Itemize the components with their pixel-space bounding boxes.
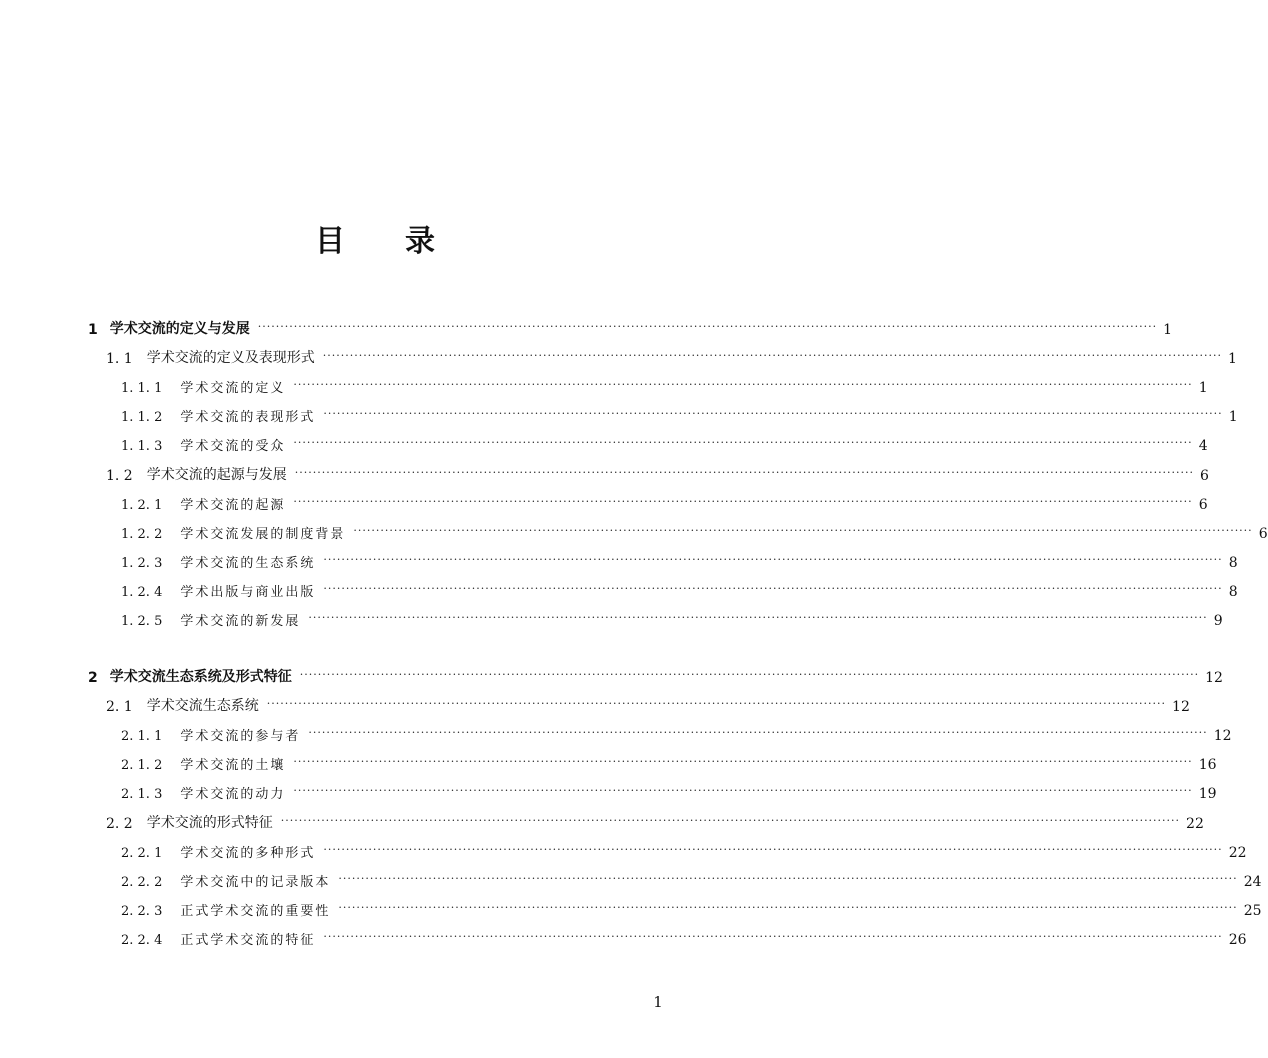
toc-entry-number: 2. 2. 4 bbox=[121, 933, 163, 948]
toc-entry-label: 学术交流中的记录版本 bbox=[180, 875, 331, 890]
toc-entry-page: 12 bbox=[1213, 728, 1232, 744]
toc-entry[interactable] bbox=[0, 893, 1262, 919]
toc-entry-page: 6 bbox=[1200, 468, 1209, 484]
toc-leader-dots: ········································································································································································································ bbox=[293, 784, 1193, 797]
toc-entry-label: 学术交流的受众 bbox=[180, 439, 286, 454]
toc-entry[interactable] bbox=[0, 516, 1268, 542]
toc-entry-label: 学术交流生态系统 bbox=[146, 698, 259, 714]
toc-entry-number: 1. 1 bbox=[106, 351, 133, 367]
page-number: 1 bbox=[653, 993, 663, 1011]
toc-entry-label: 学术交流的定义及表现形式 bbox=[146, 350, 315, 366]
toc-entry-number: 1. 1. 2 bbox=[121, 410, 163, 425]
toc-entry[interactable] bbox=[0, 864, 1262, 890]
toc-entry-label: 学术交流的起源与发展 bbox=[146, 467, 287, 483]
toc-entry-label: 学术交流的形式特征 bbox=[146, 815, 273, 831]
toc-entry-number: 2. 2. 2 bbox=[121, 875, 163, 890]
toc-leader-dots: ········································································································································································································ bbox=[293, 755, 1193, 768]
toc-entry[interactable] bbox=[0, 312, 1172, 338]
toc-entry-page: 24 bbox=[1243, 874, 1262, 890]
toc-entry-number: 2 bbox=[88, 670, 98, 686]
toc-leader-dots: ········································································································································································································ bbox=[293, 436, 1193, 449]
toc-leader-dots: ········································································································································································································ bbox=[257, 320, 1158, 333]
toc-entry-number: 2. 1. 1 bbox=[121, 729, 163, 744]
toc-entry-number: 1. 2. 3 bbox=[121, 556, 163, 571]
toc-entry-page: 26 bbox=[1228, 932, 1247, 948]
toc-entry-page: 6 bbox=[1198, 497, 1208, 513]
toc-entry[interactable] bbox=[0, 922, 1247, 948]
toc-entry-page: 16 bbox=[1198, 757, 1217, 773]
toc-leader-dots: ········································································································································································································ bbox=[338, 872, 1238, 885]
page-title: 目录 bbox=[315, 224, 495, 259]
toc-entry-page: 1 bbox=[1163, 322, 1172, 338]
toc-entry-page: 6 bbox=[1258, 526, 1268, 542]
toc-entry-page: 22 bbox=[1228, 845, 1247, 861]
toc-entry-number: 2. 2. 3 bbox=[121, 904, 163, 919]
toc-entry-label: 学术交流发展的制度背景 bbox=[180, 527, 346, 542]
toc-leader-dots: ········································································································································································································ bbox=[323, 843, 1223, 856]
toc-entry-label: 学术出版与商业出版 bbox=[180, 585, 316, 600]
toc-entry-label: 学术交流的定义 bbox=[180, 381, 286, 396]
toc-leader-dots: ········································································································································································································ bbox=[266, 697, 1167, 710]
toc-leader-dots: ········································································································································································································ bbox=[308, 726, 1208, 739]
toc-entry-number: 1. 2. 2 bbox=[121, 527, 163, 542]
toc-leader-dots: ········································································································································································································ bbox=[323, 407, 1223, 420]
toc-entry-label: 学术交流的生态系统 bbox=[180, 556, 316, 571]
toc-entry-page: 1 bbox=[1228, 351, 1237, 367]
toc-leader-dots: ········································································································································································································ bbox=[323, 553, 1223, 566]
toc-entry[interactable] bbox=[0, 545, 1238, 571]
toc-entry[interactable] bbox=[0, 370, 1208, 396]
toc-entry-page: 19 bbox=[1198, 786, 1217, 802]
toc-entry-page: 1 bbox=[1198, 380, 1208, 396]
toc-entry[interactable] bbox=[0, 487, 1208, 513]
toc-entry[interactable] bbox=[0, 660, 1223, 686]
toc-entry[interactable] bbox=[0, 718, 1232, 744]
toc-entry-label: 学术交流的新发展 bbox=[180, 614, 301, 629]
toc-entry-page: 22 bbox=[1186, 816, 1204, 832]
toc-entry-number: 2. 1 bbox=[106, 699, 133, 715]
toc-entry-page: 1 bbox=[1228, 409, 1238, 425]
toc-entry-number: 1. 1. 1 bbox=[121, 381, 163, 396]
toc-entry-label: 学术交流的起源 bbox=[180, 498, 286, 513]
toc-leader-dots: ········································································································································································································ bbox=[293, 495, 1193, 508]
toc-leader-dots: ········································································································································································································ bbox=[322, 349, 1223, 362]
toc-entry-number: 1 bbox=[88, 322, 98, 338]
toc-leader-dots: ········································································································································································································ bbox=[338, 901, 1238, 914]
toc-entry-label: 学术交流生态系统及形式特征 bbox=[109, 669, 292, 685]
toc-entry-page: 12 bbox=[1172, 699, 1190, 715]
toc-entry-page: 25 bbox=[1243, 903, 1262, 919]
toc-entry-number: 2. 2. 1 bbox=[121, 846, 163, 861]
toc-entry[interactable] bbox=[0, 428, 1208, 454]
toc-entry[interactable] bbox=[0, 603, 1223, 629]
toc-entry[interactable] bbox=[0, 458, 1209, 484]
toc-entry-page: 12 bbox=[1205, 670, 1223, 686]
toc-entry-page: 8 bbox=[1228, 555, 1238, 571]
toc-entry-label: 学术交流的定义与发展 bbox=[109, 321, 250, 337]
toc-entry[interactable] bbox=[0, 806, 1204, 832]
toc-leader-dots: ········································································································································································································ bbox=[293, 378, 1193, 391]
toc-entry-number: 2. 1. 3 bbox=[121, 787, 163, 802]
toc-entry[interactable] bbox=[0, 747, 1217, 773]
toc-leader-dots: ········································································································································································································ bbox=[323, 930, 1223, 943]
toc-leader-dots: ········································································································································································································ bbox=[323, 582, 1223, 595]
toc-entry-label: 学术交流的动力 bbox=[180, 787, 286, 802]
toc-entry-page: 4 bbox=[1198, 438, 1208, 454]
toc-leader-dots: ········································································································································································································ bbox=[353, 524, 1253, 537]
toc-entry-page: 9 bbox=[1213, 613, 1223, 629]
toc-entry-number: 1. 2. 1 bbox=[121, 498, 163, 513]
toc-entry-page: 8 bbox=[1228, 584, 1238, 600]
toc-leader-dots: ········································································································································································································ bbox=[299, 668, 1200, 681]
toc-entry[interactable] bbox=[0, 776, 1217, 802]
toc-leader-dots: ········································································································································································································ bbox=[294, 466, 1195, 479]
toc-leader-dots: ········································································································································································································ bbox=[308, 611, 1208, 624]
toc-entry[interactable] bbox=[0, 689, 1190, 715]
toc-entry[interactable] bbox=[0, 835, 1247, 861]
toc-entry-number: 1. 1. 3 bbox=[121, 439, 163, 454]
toc-entry-number: 2. 1. 2 bbox=[121, 758, 163, 773]
toc-entry[interactable] bbox=[0, 399, 1238, 425]
toc-entry-label: 学术交流的表现形式 bbox=[180, 410, 316, 425]
toc-entry-label: 正式学术交流的重要性 bbox=[180, 904, 331, 919]
toc-entry[interactable] bbox=[0, 341, 1237, 367]
toc-entry-label: 学术交流的参与者 bbox=[180, 729, 301, 744]
toc-entry-number: 1. 2. 5 bbox=[121, 614, 163, 629]
toc-leader-dots: ········································································································································································································ bbox=[280, 814, 1181, 827]
toc-entry-number: 2. 2 bbox=[106, 816, 133, 832]
toc-entry-label: 学术交流的多种形式 bbox=[180, 846, 316, 861]
toc-entry-number: 1. 2 bbox=[106, 468, 133, 484]
toc-entry[interactable] bbox=[0, 574, 1238, 600]
toc-entry-number: 1. 2. 4 bbox=[121, 585, 163, 600]
toc-entry-label: 正式学术交流的特征 bbox=[180, 933, 316, 948]
toc-entry-label: 学术交流的土壤 bbox=[180, 758, 286, 773]
